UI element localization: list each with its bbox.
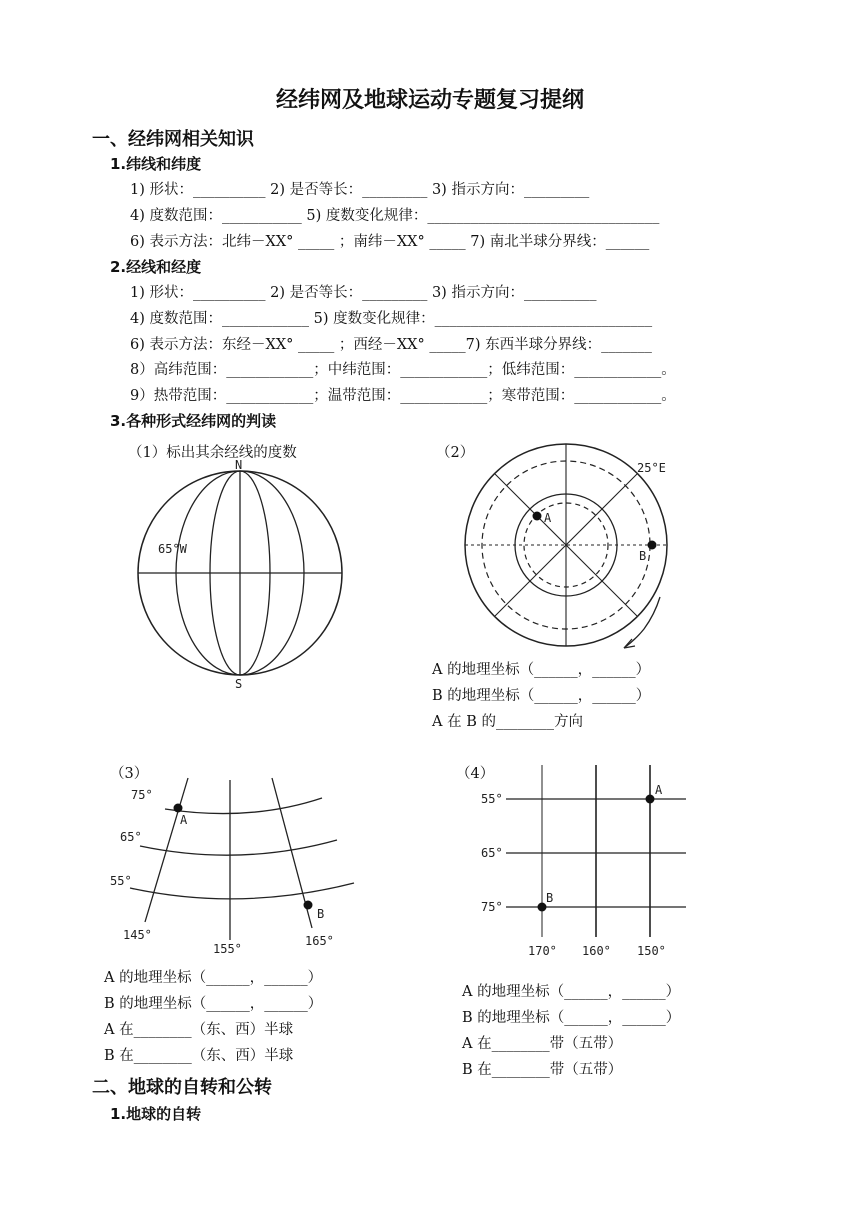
lon-label-145: 145° bbox=[123, 928, 152, 942]
subsection-latitude-heading: 1.纬线和纬度 bbox=[110, 155, 202, 173]
longitude-line-1: 1) 形状：__________ 2) 是否等长：_________ 3) 指示方向：__________ bbox=[130, 285, 597, 301]
lon-label-160: 160° bbox=[582, 944, 611, 958]
point-a-marker bbox=[533, 512, 542, 521]
figure-3-question-4: B 在________（东、西）半球 bbox=[104, 1048, 294, 1064]
lon-label-170: 170° bbox=[528, 944, 557, 958]
page-title: 经纬网及地球运动专题复习提纲 bbox=[275, 88, 584, 113]
longitude-line-3: 6) 表示方法：东经－XX° _____ ；西经－XX° _____7) 东西半球分界线：_______ bbox=[130, 337, 652, 353]
lat-label-75: 75° bbox=[481, 900, 503, 914]
meridian-25e-label: 25°E bbox=[637, 461, 666, 475]
lon-label-150: 150° bbox=[637, 944, 666, 958]
figure-1-globe bbox=[135, 458, 350, 691]
figure-2-question-3: A 在 B 的________方向 bbox=[432, 714, 583, 730]
figure-4-question-1: A 的地理坐标（______，______） bbox=[462, 984, 681, 1000]
figure-4-question-3: A 在________带（五带） bbox=[462, 1036, 623, 1052]
longitude-line-4: 8）高纬范围：____________；中纬范围：____________；低纬范围：____________。 bbox=[130, 362, 676, 378]
lat-label-55: 55° bbox=[481, 792, 503, 806]
figure-2-polar-view bbox=[460, 440, 680, 660]
longitude-line-5: 9）热带范围：____________；温带范围：____________；寒带范围：____________。 bbox=[130, 388, 676, 404]
point-a-label: A bbox=[655, 783, 663, 797]
lat-label-55: 55° bbox=[110, 874, 132, 888]
figure-3-question-2: B 的地理坐标（______，______） bbox=[104, 996, 323, 1012]
figure-4-caption: （4） bbox=[456, 766, 495, 782]
longitude-line-2: 4) 度数范围：____________ 5) 度数变化规律：______________________________ bbox=[130, 311, 653, 327]
point-b-label: B bbox=[639, 549, 647, 563]
figure-2-question-2: B 的地理坐标（______，______） bbox=[432, 688, 651, 704]
lon-label-165: 165° bbox=[305, 934, 334, 948]
point-a-label: A bbox=[180, 813, 188, 827]
meridian-65w-label: 65°W bbox=[158, 542, 187, 556]
figure-4-question-4: B 在________带（五带） bbox=[462, 1062, 623, 1078]
figure-4-grid bbox=[470, 765, 700, 965]
point-b-marker bbox=[648, 541, 657, 550]
latitude-line-1: 1) 形状：__________ 2) 是否等长：_________ 3) 指示方向：_________ bbox=[130, 182, 590, 198]
figure-2-caption: （2） bbox=[436, 445, 475, 461]
point-b-label: B bbox=[546, 891, 554, 905]
point-b-marker bbox=[304, 901, 313, 910]
point-a-label: A bbox=[544, 511, 552, 525]
section-1-heading: 一、经纬网相关知识 bbox=[92, 129, 254, 150]
figure-1-caption: （1）标出其余经线的度数 bbox=[128, 445, 297, 461]
figure-3-question-3: A 在________（东、西）半球 bbox=[104, 1022, 294, 1038]
point-b-label: B bbox=[317, 907, 325, 921]
figure-2-question-1: A 的地理坐标（______，______） bbox=[432, 662, 651, 678]
latitude-line-2: 4) 度数范围：___________ 5) 度数变化规律：________________________________ bbox=[130, 208, 660, 224]
south-label: S bbox=[235, 677, 243, 691]
subsection-rotation-heading: 1.地球的自转 bbox=[110, 1105, 202, 1123]
lat-label-65: 65° bbox=[481, 846, 503, 860]
point-a-marker bbox=[174, 804, 183, 813]
north-label: N bbox=[235, 458, 243, 472]
figure-3-question-1: A 的地理坐标（______，______） bbox=[104, 970, 323, 986]
lat-label-75: 75° bbox=[131, 788, 153, 802]
subsection-longitude-heading: 2.经线和经度 bbox=[110, 258, 202, 276]
figure-3-grid bbox=[100, 770, 370, 960]
lat-label-65: 65° bbox=[120, 830, 142, 844]
figure-3-caption: （3） bbox=[110, 766, 149, 782]
lon-label-155: 155° bbox=[213, 942, 242, 956]
figure-4-question-2: B 的地理坐标（______，______） bbox=[462, 1010, 681, 1026]
subsection-graticule-heading: 3.各种形式经纬网的判读 bbox=[110, 412, 277, 430]
latitude-line-3: 6) 表示方法：北纬－XX° _____ ；南纬－XX° _____ 7) 南北半球分界线：______ bbox=[130, 234, 650, 250]
section-2-heading: 二、地球的自转和公转 bbox=[92, 1077, 272, 1098]
point-a-marker bbox=[646, 795, 655, 804]
rotation-arrow bbox=[624, 597, 660, 648]
